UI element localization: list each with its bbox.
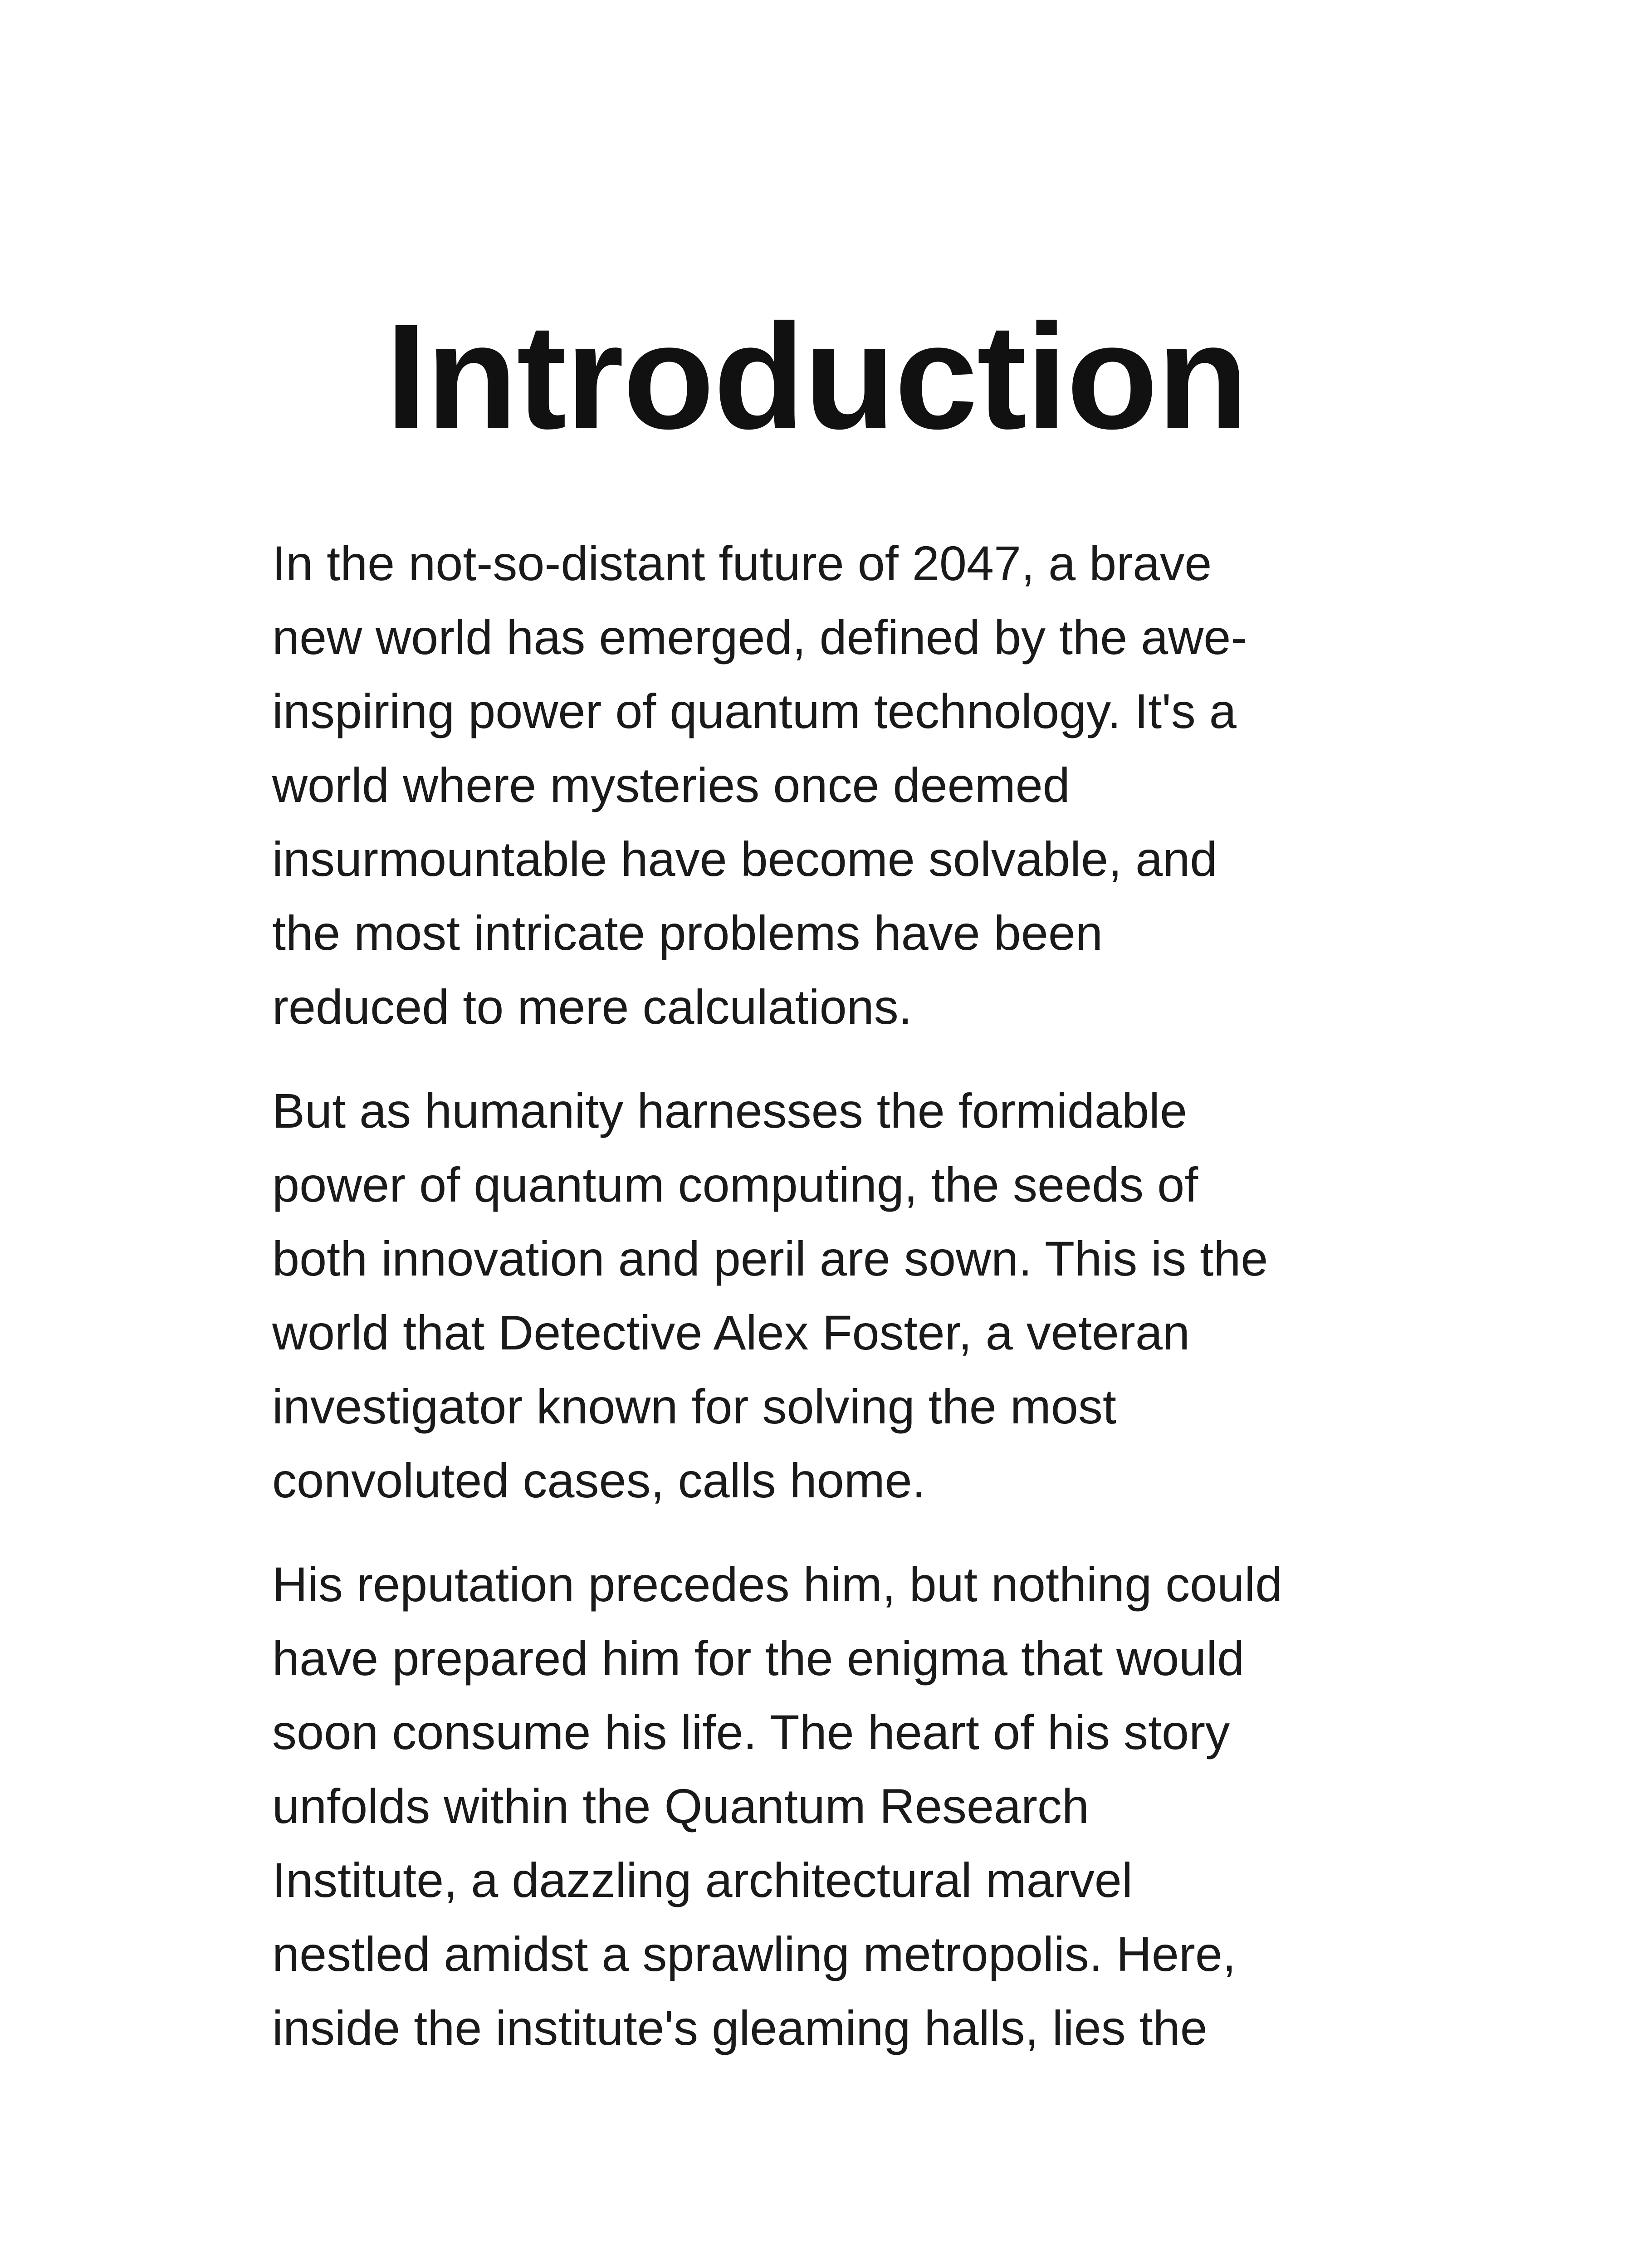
text-line: But as humanity harnesses the formidable	[272, 1083, 1188, 1138]
text-line: reduced to mere calculations.	[272, 979, 912, 1034]
text-line: new world has emerged, defined by the awe-	[272, 610, 1247, 665]
paragraph-2	[272, 1074, 1379, 1517]
text-line: the most intricate problems have been	[272, 905, 1103, 960]
text-line: have prepared him for the enigma that would	[272, 1631, 1245, 1686]
paragraph-1	[272, 526, 1379, 1044]
page-title: Introduction	[385, 293, 1248, 460]
text-line: Institute, a dazzling architectural marvel	[272, 1853, 1133, 1907]
text-line: world that Detective Alex Foster, a veteran	[272, 1305, 1190, 1360]
text-line: investigator known for solving the most	[272, 1379, 1116, 1434]
text-line: soon consume his life. The heart of his story	[272, 1705, 1230, 1760]
text-line: inspiring power of quantum technology. It's a	[272, 684, 1237, 738]
paragraph-3	[272, 1547, 1379, 2065]
text-line: convoluted cases, calls home.	[272, 1453, 926, 1508]
body-text	[272, 526, 1379, 2095]
text-line: unfolds within the Quantum Research	[272, 1779, 1089, 1833]
text-line: nestled amidst a sprawling metropolis. Here,	[272, 1926, 1236, 1981]
text-line: His reputation precedes him, but nothing could	[272, 1557, 1283, 1612]
text-line: insurmountable have become solvable, and	[272, 831, 1217, 886]
text-line: power of quantum computing, the seeds of	[272, 1157, 1198, 1212]
text-line: inside the institute's gleaming halls, lies the	[272, 2000, 1208, 2055]
text-line: both innovation and peril are sown. This is the	[272, 1231, 1268, 1286]
text-line: world where mysteries once deemed	[272, 758, 1070, 812]
text-line: In the not-so-distant future of 2047, a brave	[272, 536, 1212, 591]
